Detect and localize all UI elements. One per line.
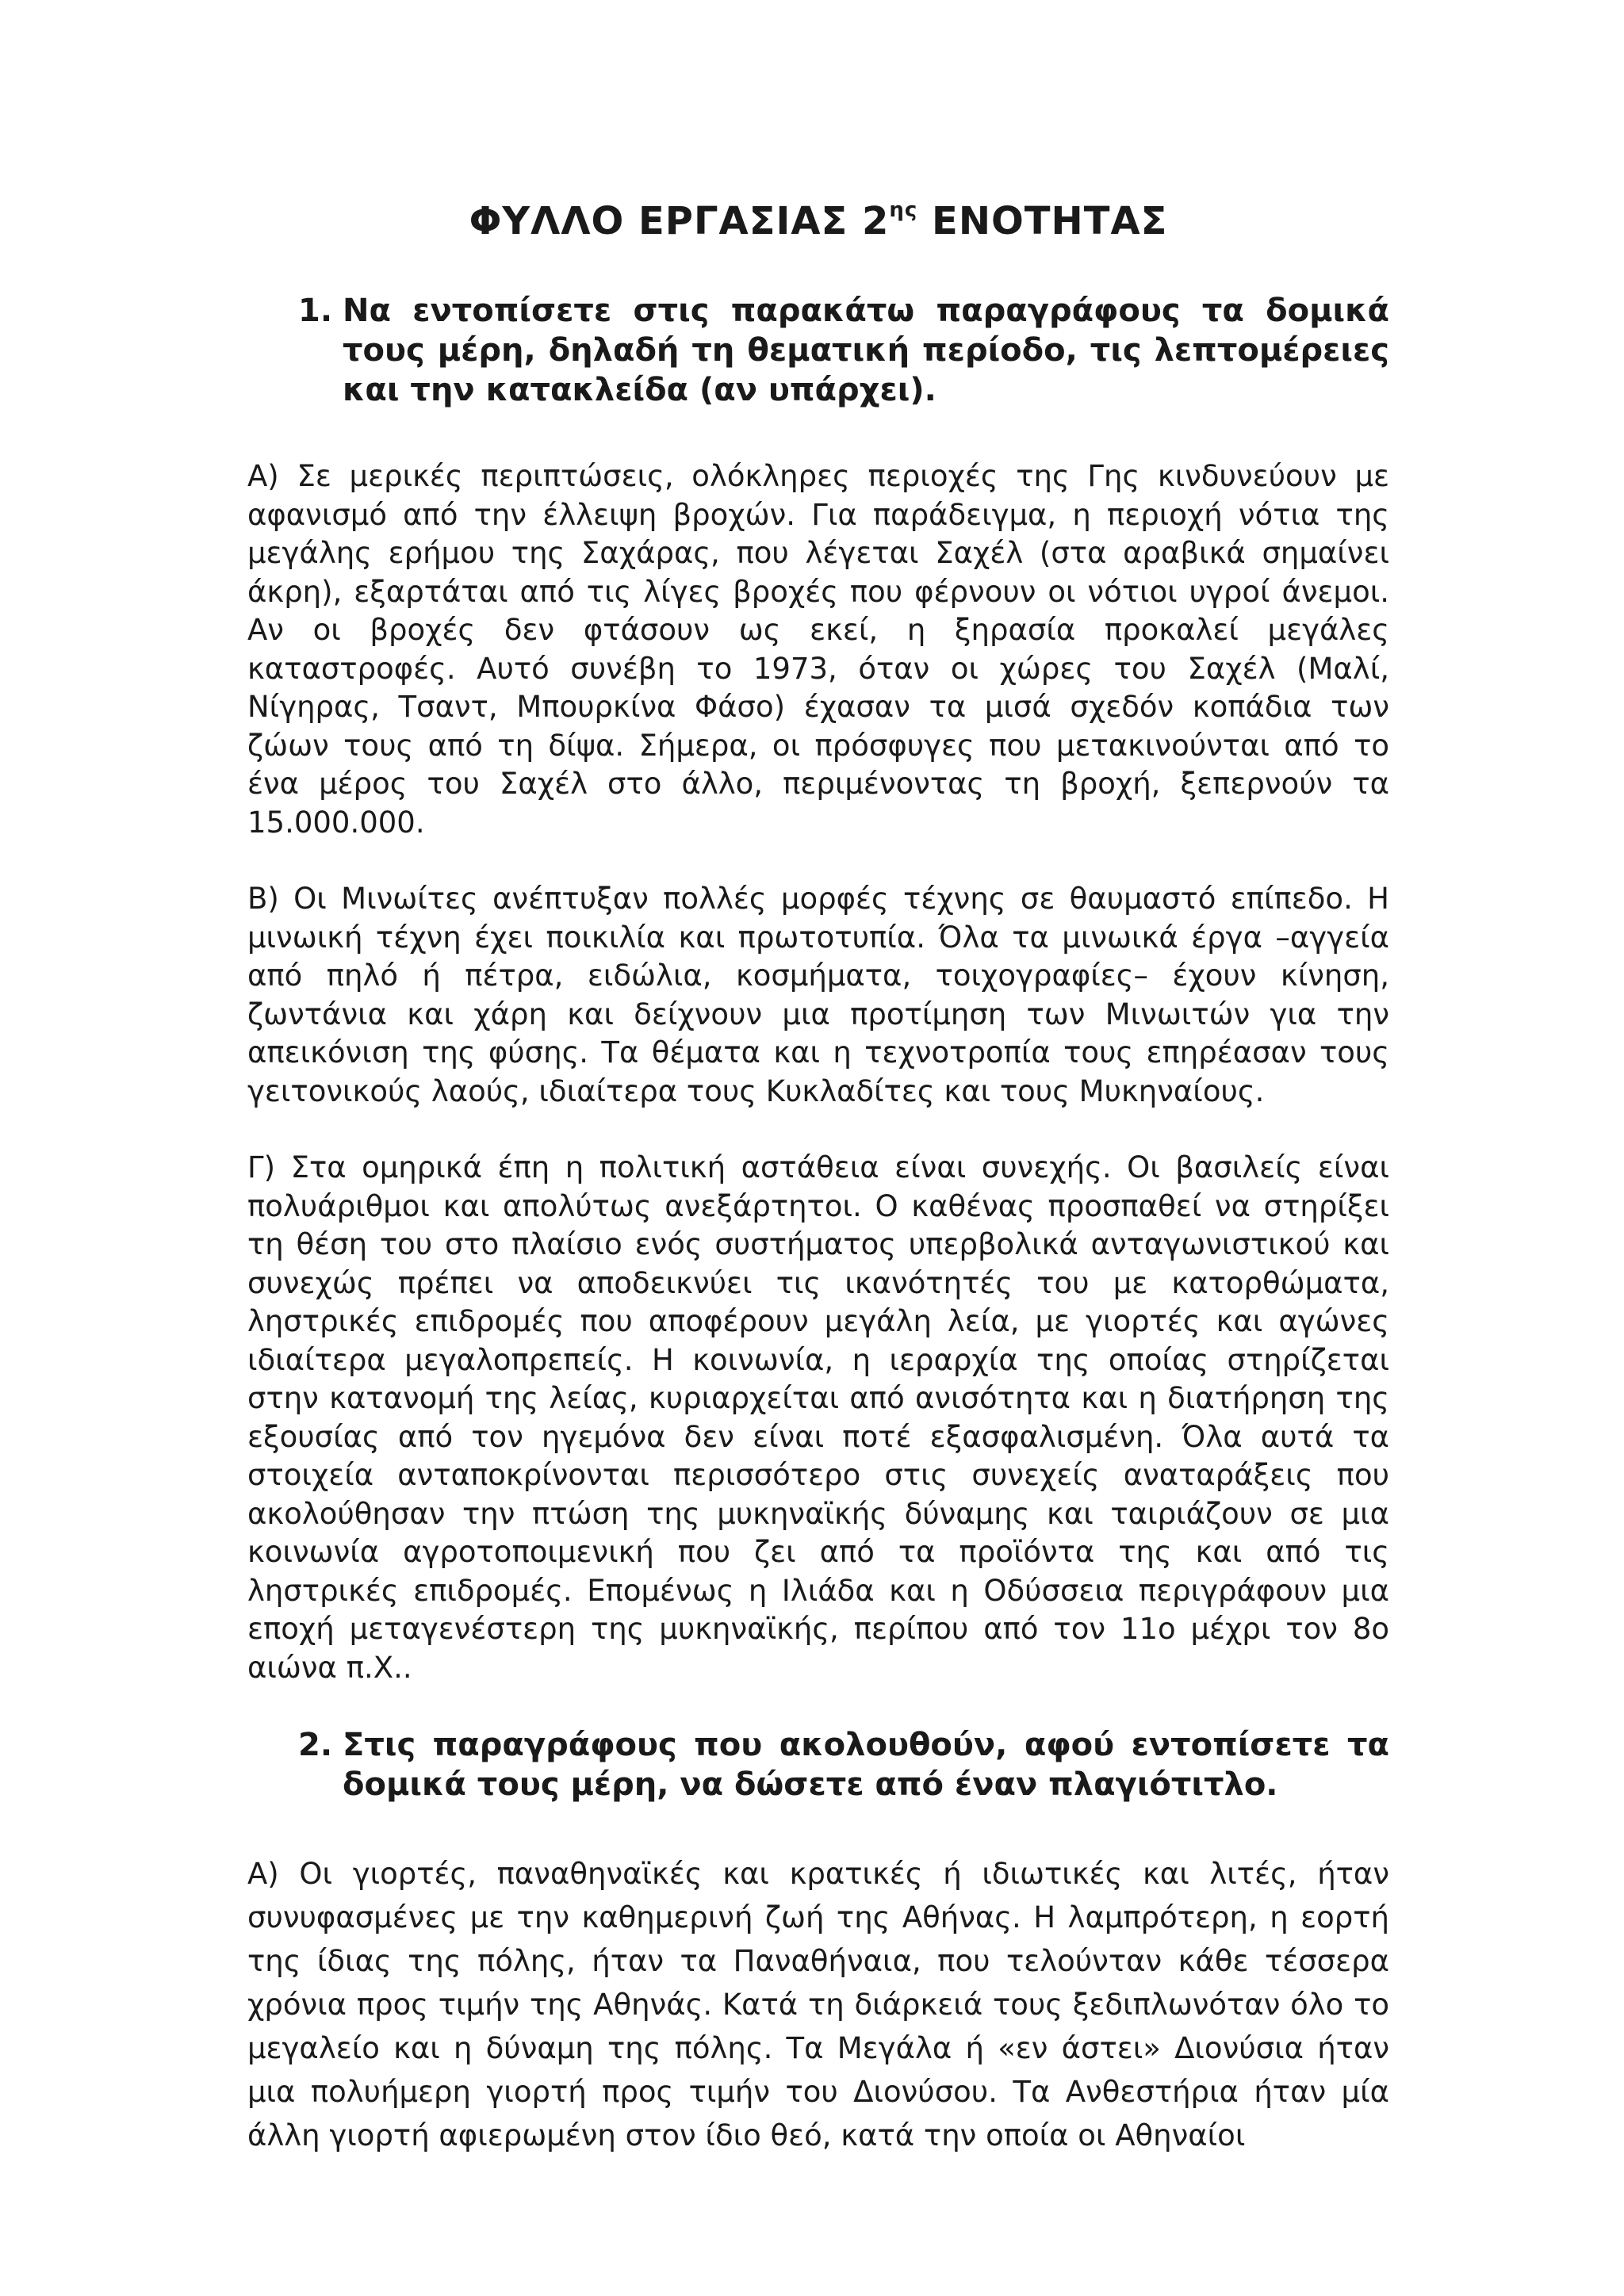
paragraph-1b: Β) Οι Μινωίτες ανέπτυξαν πολλές μορφές τέχνης σε θαυμαστό επίπεδο. Η μινωική τέχνη έχει ποικιλία και πρωτοτυπία. Όλα τα μινωικά έργα –αγγεία από πηλό ή πέτρα, ειδώλια, κοσμήματα, τοιχογραφίες– έχουν κίνηση, ζωντάνια και χάρη και δείχνουν μια προτίμηση των Μινωιτών για την απεικόνιση της φύσης. Τα θέματα και η τεχνοτροπία τους επηρέασαν τους γειτονικούς λαούς, ιδιαίτερα τους Κυκλαδίτες και τους Μυκηναίους. [247, 882, 1389, 1108]
question-1-text: Να εντοπίσετε στις παρακάτω παραγράφους τα δομικά τους μέρη, δηλαδή τη θεματική περίοδο, τις λεπτομέρειες και την κατακλείδα (αν υπάρχει). [343, 293, 1389, 408]
question-2 [298, 1725, 1389, 1804]
title-superscript: ης [889, 198, 918, 222]
paragraph-2a: Α) Οι γιορτές, παναθηναϊκές και κρατικές ή ιδιωτικές και λιτές, ήταν συνυφασμένες με την καθημερινή ζωή της Αθήνας. Η λαμπρότερη, η εορτή της ίδιας της πόλης, ήταν τα Παναθήναια, που τελούνταν κάθε τέσσερα χρόνια προς τιμήν της Αθηνάς. Κατά τη διάρκειά τους ξεδιπλωνόταν όλο το μεγαλείο και η δύναμη της πόλης. Τα Μεγάλα ή «εν άστει» Διονύσια ήταν μια πολυήμερη γιορτή προς τιμήν του Διονύσου. Τα Ανθεστήρια ήταν μία άλλη γιορτή αφιερωμένη στον ίδιο θεό, κατά την οποία οι Αθηναίοι [247, 1857, 1389, 2152]
page-title [247, 198, 1389, 243]
question-1 [298, 291, 1389, 410]
question-1-number: 1. [298, 293, 333, 329]
paragraph-1a: Α) Σε μερικές περιπτώσεις, ολόκληρες περιοχές της Γης κινδυνεύουν με αφανισμό από την έλλειψη βροχών. Για παράδειγμα, η περιοχή νότια της μεγάλης ερήμου της Σαχάρας, που λέγεται Σαχέλ (στα αραβικά σημαίνει άκρη), εξαρτάται από τις λίγες βροχές που φέρνουν οι νότιοι υγροί άνεμοι. Αν οι βροχές δεν φτάσουν ως εκεί, η ξηρασία προκαλεί μεγάλες καταστροφές. Αυτό συνέβη το 1973, όταν οι χώρες του Σαχέλ (Μαλί, Νίγηρας, Τσαντ, Μπουρκίνα Φάσο) έχασαν τα μισά σχεδόν κοπάδια των ζώων τους από τη δίψα. Σήμερα, οι πρόσφυγες που μετακινούνται από το ένα μέρος του Σαχέλ στο άλλο, περιμένοντας τη βροχή, ξεπερνούν τα 15.000.000. [247, 459, 1389, 840]
question-2-number: 2. [298, 1727, 333, 1763]
title-end: ΕΝΟΤΗΤΑΣ [917, 199, 1168, 243]
paragraph-1c: Γ) Στα ομηρικά έπη η πολιτική αστάθεια είναι συνεχής. Οι βασιλείς είναι πολυάριθμοι και απολύτως ανεξάρτητοι. Ο καθένας προσπαθεί να στηρίξει τη θέση του στο πλαίσιο ενός συστήματος υπερβολικά ανταγωνιστικού και συνεχώς πρέπει να αποδεικνύει τις ικανότητές του με κατορθώματα, ληστρικές επιδρομές που αποφέρουν μεγάλη λεία, με γιορτές και αγώνες ιδιαίτερα μεγαλοπρεπείς. Η κοινωνία, η ιεραρχία της οποίας στηρίζεται στην κατανομή της λείας, κυριαρχείται από ανισότητα και η διατήρηση της εξουσίας από τον ηγεμόνα δεν είναι ποτέ εξασφαλισμένη. Όλα αυτά τα στοιχεία ανταποκρίνονται περισσότερο στις συνεχείς αναταράξεις που ακολούθησαν την πτώση της μυκηναϊκής δύναμης και ταιριάζουν σε μια κοινωνία αγροτοποιμενική που ζει από τα προϊόντα της και από τις ληστρικές επιδρομές. Επομένως η Ιλιάδα και η Οδύσσεια περιγράφουν μια εποχή μεταγενέστερη της μυκηναϊκής, περίπου από τον 11ο μέχρι τον 8ο αιώνα π.Χ.. [247, 1150, 1389, 1685]
question-2-text: Στις παραγράφους που ακολουθούν, αφού εντοπίσετε τα δομικά τους μέρη, να δώσετε από έναν πλαγιότιτλο. [343, 1727, 1389, 1803]
title-main: ΦΥΛΛΟ ΕΡΓΑΣΙΑΣ 2 [469, 199, 890, 243]
